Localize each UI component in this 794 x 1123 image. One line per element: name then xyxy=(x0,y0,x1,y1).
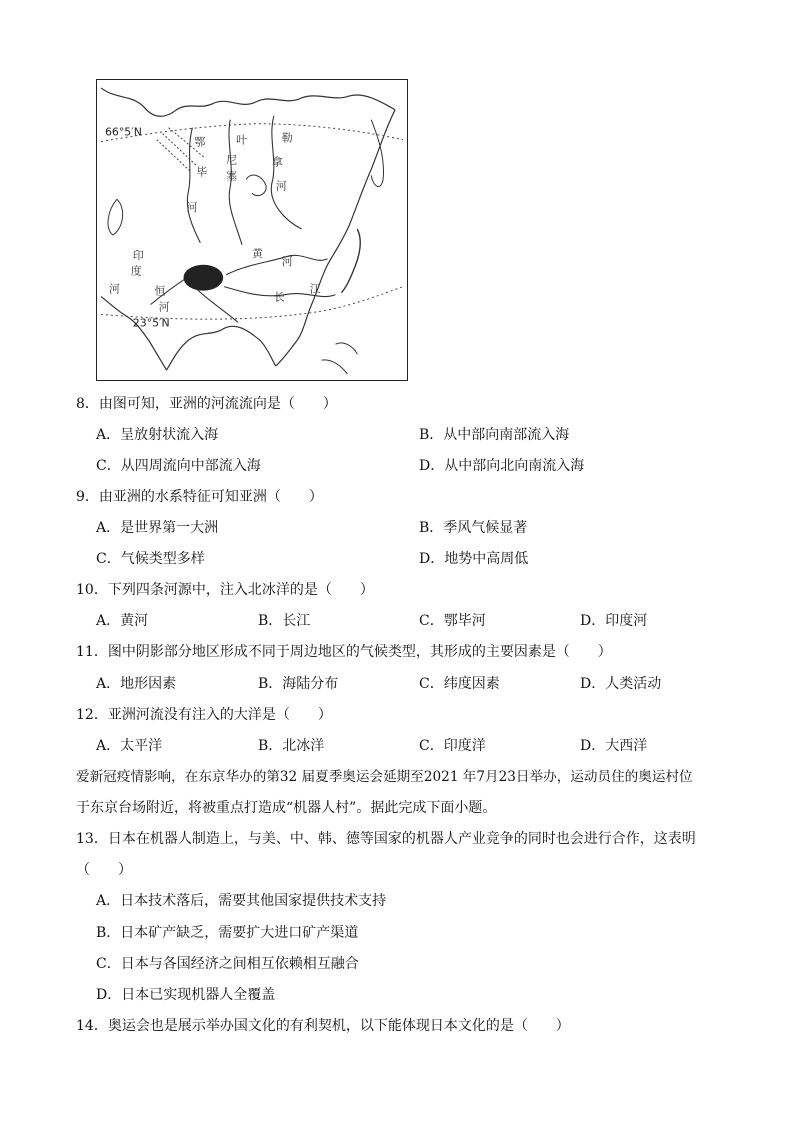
question-11-stem: 11．图中阴影部分地区形成不同于周边地区的气候类型，其形成的主要因素是（ ） xyxy=(76,644,612,660)
question-11-option-b[interactable]: B．海陆分布 xyxy=(258,676,339,692)
label-ob-2: 毕 xyxy=(196,165,208,179)
shaded-plateau-region xyxy=(183,265,223,291)
tropic-of-cancer xyxy=(101,287,403,320)
question-9-option-b[interactable]: B．季风气候显著 xyxy=(419,520,528,536)
label-yangtze-1: 长 xyxy=(273,290,285,304)
question-10-option-d[interactable]: D．印度河 xyxy=(580,613,648,629)
question-11-option-c[interactable]: C．纬度因素 xyxy=(419,676,500,692)
label-yangtze-2: 江 xyxy=(309,282,321,296)
label-indus-3: 河 xyxy=(108,282,120,296)
question-13-option-a[interactable]: A．日本技术落后，需要其他国家提供技术支持 xyxy=(96,893,387,909)
question-8-stem: 8．由图可知，亚洲的河流流向是（ ） xyxy=(76,396,337,412)
question-13-option-c[interactable]: C．日本与各国经济之间相互依赖相互融合 xyxy=(96,956,359,972)
question-12-stem: 12．亚洲河流没有注入的大洋是（ ） xyxy=(76,707,332,723)
label-ob-1: 鄂 xyxy=(194,135,206,149)
question-9-option-a[interactable]: A．是世界第一大洲 xyxy=(96,520,219,536)
label-indus-2: 度 xyxy=(130,264,142,278)
map-svg xyxy=(97,80,407,380)
label-lena-2: 拿 xyxy=(271,155,283,169)
label-23-5-n: 23°5′N xyxy=(132,316,170,330)
question-8-option-a[interactable]: A．呈放射状流入海 xyxy=(96,427,219,443)
label-indus-1: 印 xyxy=(132,248,144,262)
ganges-river xyxy=(196,289,238,323)
question-10-option-b[interactable]: B．长江 xyxy=(258,613,311,629)
yellow-river xyxy=(226,255,327,274)
arctic-coastline xyxy=(101,88,395,116)
question-13-stem: 13．日本在机器人制造上，与美、中、韩、德等国家的机器人产业竞争的同时也会进行合作，这表明 xyxy=(76,831,696,847)
question-11-option-a[interactable]: A．地形因素 xyxy=(96,676,177,692)
question-8-option-d[interactable]: D．从中部向北向南流入海 xyxy=(419,458,585,474)
question-14-stem: 14．奥运会也是展示举办国文化的有利契机，以下能体现日本文化的是（ ） xyxy=(76,1018,570,1034)
passage-line-2: 于东京台场附近，将被重点打造成“机器人村”。据此完成下面小题。 xyxy=(76,800,497,816)
passage-line-1: 爱新冠疫情影响，在东京华办的第32 届夏季奥运会延期至2021 年7月23日举办，运动员住的奥运村位 xyxy=(76,769,693,785)
question-9-option-c[interactable]: C．气候类型多样 xyxy=(96,551,205,567)
south-coastline xyxy=(101,297,276,371)
question-9-stem: 9．由亚洲的水系特征可知亚洲（ ） xyxy=(76,489,323,505)
label-lena-3: 河 xyxy=(275,179,287,193)
question-10-option-a[interactable]: A．黄河 xyxy=(96,613,149,629)
question-10-option-c[interactable]: C．鄂毕河 xyxy=(419,613,486,629)
label-lena-1: 勒 xyxy=(281,131,293,145)
arctic-circle xyxy=(101,124,403,142)
question-12-option-d[interactable]: D．大西洋 xyxy=(580,738,648,754)
label-yellow-2: 河 xyxy=(281,254,293,268)
label-66-5-n: 66°5′N xyxy=(104,125,142,139)
question-9-option-d[interactable]: D．地势中高周低 xyxy=(419,551,529,567)
question-10-stem: 10．下列四条河源中，注入北冰洋的是（ ） xyxy=(76,582,374,598)
question-8-option-b[interactable]: B．从中部向南部流入海 xyxy=(419,427,570,443)
question-13-option-b[interactable]: B．日本矿产缺乏，需要扩大进口矿产渠道 xyxy=(96,925,359,941)
label-yellow-1: 黄 xyxy=(252,246,263,260)
question-8-option-c[interactable]: C．从四周流向中部流入海 xyxy=(96,458,261,474)
question-13-option-d[interactable]: D．日本已实现机器人全覆盖 xyxy=(96,987,276,1003)
label-ob-3: 河 xyxy=(186,201,198,215)
asia-river-map xyxy=(96,79,408,381)
japan-islands xyxy=(341,229,360,293)
question-11-option-d[interactable]: D．人类活动 xyxy=(580,676,662,692)
label-ganges-2: 河 xyxy=(158,300,170,314)
question-12-option-a[interactable]: A．太平洋 xyxy=(96,738,163,754)
label-yen-2: 尼 xyxy=(226,153,238,167)
label-ganges-1: 恒 xyxy=(154,284,166,298)
question-13-paren: （ ） xyxy=(76,862,132,878)
question-12-option-b[interactable]: B．北冰洋 xyxy=(258,738,325,754)
pacific-coastline xyxy=(273,110,395,366)
label-yen-1: 叶 xyxy=(236,133,248,147)
question-12-option-c[interactable]: C．印度洋 xyxy=(419,738,486,754)
label-yen-3: 塞 xyxy=(226,169,238,183)
